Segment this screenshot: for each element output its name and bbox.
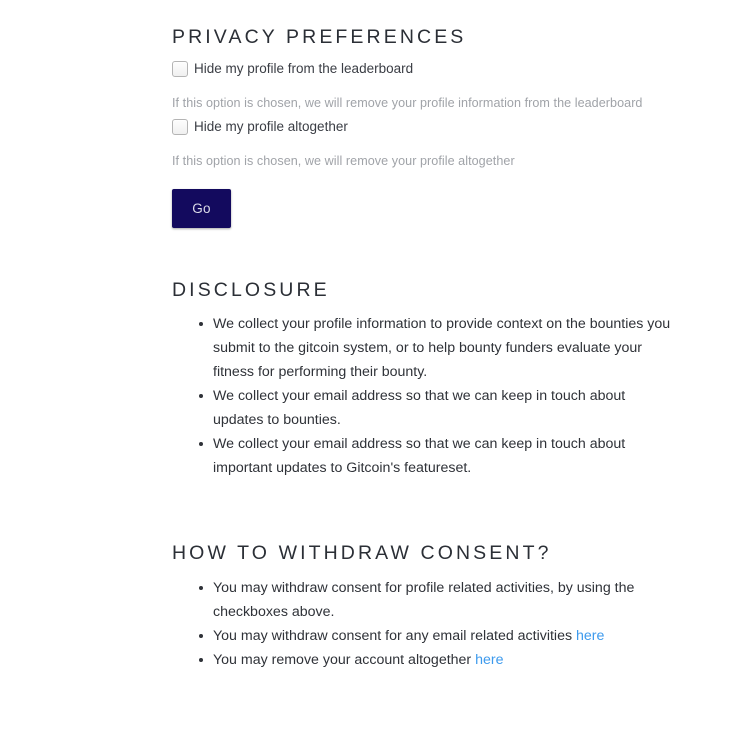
list-item <box>172 648 672 672</box>
hide-profile-leaderboard-checkbox[interactable] <box>172 61 188 77</box>
privacy-option-row-altogether[interactable] <box>172 118 348 136</box>
go-submit-button[interactable]: Go <box>172 189 231 228</box>
privacy-preferences-heading: PRIVACY PREFERENCES <box>172 26 467 48</box>
email-consent-link[interactable]: here <box>576 628 605 644</box>
list-item <box>172 624 672 648</box>
withdraw-consent-list <box>172 576 672 672</box>
disclosure-heading: DISCLOSURE <box>172 279 330 301</box>
list-item: We collect your email address so that we can keep in touch about important updates to Gitcoin's featureset. <box>172 432 672 480</box>
list-item: We collect your email address so that we can keep in touch about updates to bounties. <box>172 384 672 432</box>
list-item: We collect your profile information to provide context on the bounties you submit to the gitcoin system, or to help bounty funders evaluate your fitness for performing their bounty. <box>172 312 672 384</box>
disclosure-list <box>172 312 672 480</box>
list-item-text: You may withdraw consent for any email related activities <box>213 628 577 644</box>
hide-profile-leaderboard-helper-text: If this option is chosen, we will remove your profile information from the leaderboard <box>172 96 643 110</box>
list-item-text: You may withdraw consent for profile related activities, by using the checkboxes above. <box>213 580 635 620</box>
hide-profile-leaderboard-label: Hide my profile from the leaderboard <box>194 61 414 76</box>
list-item <box>172 576 672 624</box>
withdraw-consent-heading: HOW TO WITHDRAW CONSENT? <box>172 542 552 564</box>
list-item-text: You may remove your account altogether <box>213 652 476 668</box>
remove-account-link[interactable]: here <box>475 652 504 668</box>
hide-profile-altogether-helper-text: If this option is chosen, we will remove your profile altogether <box>172 154 515 168</box>
privacy-option-row-leaderboard[interactable] <box>172 60 413 78</box>
hide-profile-altogether-checkbox[interactable] <box>172 119 188 135</box>
hide-profile-altogether-label: Hide my profile altogether <box>194 119 348 134</box>
